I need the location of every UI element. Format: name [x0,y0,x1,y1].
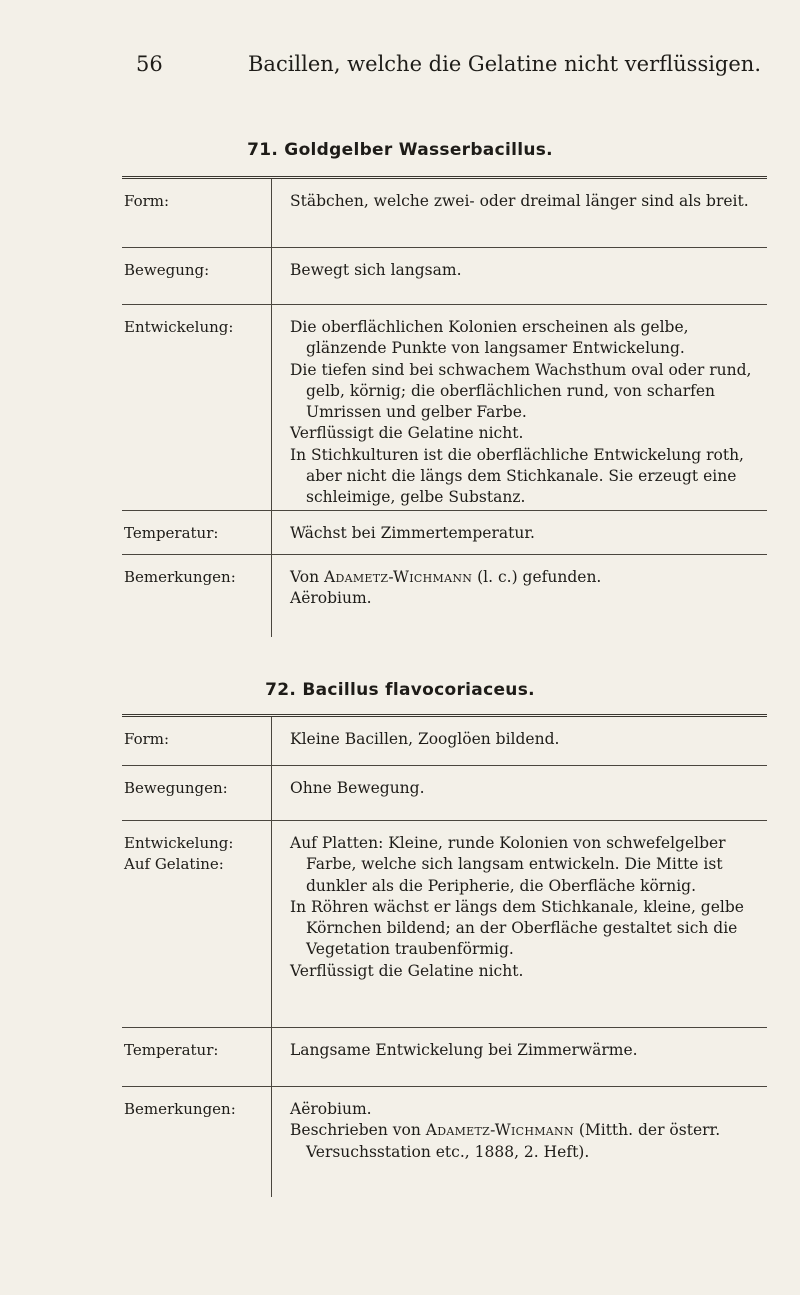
paragraph: Aërobium. [290,1100,372,1118]
row-value [272,1028,767,1086]
table-row [122,1027,767,1086]
row-label [122,821,272,1027]
row-label: Temperatur: [122,511,272,554]
row-label: Bewegung: [122,248,272,304]
section-title-72: 72. Bacillus flavocoriaceus. [265,680,535,700]
table-row [122,765,767,820]
row-label: Form: [122,179,272,247]
paragraph: Bewegt sich langsam. [290,261,462,279]
row-value [272,511,767,554]
paragraph: Kleine Bacillen, Zooglöen bildend. [290,730,560,748]
row-label: Bemerkungen: [122,555,272,637]
paragraph: Aërobium. [290,589,372,608]
paragraph [290,1120,767,1163]
table-row [122,554,767,637]
row-value [272,821,767,1027]
paragraph: Verflüssigt die Gelatine nicht. [290,961,524,980]
paragraph: Ohne Bewegung. [290,779,425,797]
row-value [272,248,767,304]
author-name: Adametz-Wichmann [324,568,473,586]
paragraph: In Stichkulturen ist die oberflächliche Entwickelung roth, aber nicht die längs dem Stichkanale. Sie erzeugt eine schleimige, gelbe Substanz. [290,445,744,507]
page-header [136,52,762,86]
running-head: Bacillen, welche die Gelatine nicht verflüssigen. [248,52,762,76]
row-value [272,766,767,820]
paragraph: Verflüssigt die Gelatine nicht. [290,424,524,443]
paragraph: Auf Platten: Kleine, runde Kolonien von schwefelgelber Farbe, welche sich langsam entwickeln. Die Mitte ist dunkler als die Peripherie, die Oberfläche körnig. [290,834,726,895]
row-value [272,305,767,510]
paragraph: Wächst bei Zimmertemperatur. [290,524,535,542]
spec-table-71 [122,176,767,637]
table-row [122,247,767,304]
row-label: Temperatur: [122,1028,272,1086]
text-post: (Mitth. der österr. Versuchsstation etc., 1888, 2. Heft). [306,1121,721,1161]
paragraph: Langsame Entwickelung bei Zimmerwärme. [290,1041,638,1059]
row-value [272,179,767,247]
table-row [122,179,767,247]
spec-table-72 [122,714,767,1197]
paragraph: Die tiefen sind bei schwachem Wachsthum oval oder rund, gelb, körnig; die oberflächlichen rund, von scharfen Umrissen und gelber Farbe. [290,360,752,422]
row-value [272,555,767,637]
paragraph [290,567,767,588]
row-value [272,1087,767,1197]
row-label-line: Entwickelung: [124,834,234,852]
paragraph: Die oberflächlichen Kolonien erscheinen als gelbe, glänzende Punkte von langsamer Entwickelung. [290,318,689,358]
row-value [272,717,767,765]
paragraph: In Röhren wächst er längs dem Stichkanale, kleine, gelbe Körnchen bildend; an der Oberfläche gestaltet sich die Vegetation traubenförmig. [290,897,744,959]
row-label-line: Auf Gelatine: [124,855,224,873]
table-row [122,717,767,765]
table-row [122,820,767,1027]
table-row [122,510,767,554]
table-row [122,304,767,510]
row-label: Entwickelung: [122,305,272,510]
text-post: (l. c.) gefunden. [472,568,602,586]
page-number: 56 [136,52,163,76]
text-pre: Von [290,568,325,586]
row-label: Form: [122,717,272,765]
section-title-71: 71. Goldgelber Wasserbacillus. [247,140,553,160]
row-label: Bewegungen: [122,766,272,820]
table-row [122,1086,767,1197]
row-label: Bemerkungen: [122,1087,272,1197]
paragraph: Stäbchen, welche zwei- oder dreimal länger sind als breit. [290,192,749,210]
text-pre: Beschrieben von [290,1121,426,1140]
author-name: Adametz-Wichmann [425,1121,574,1140]
